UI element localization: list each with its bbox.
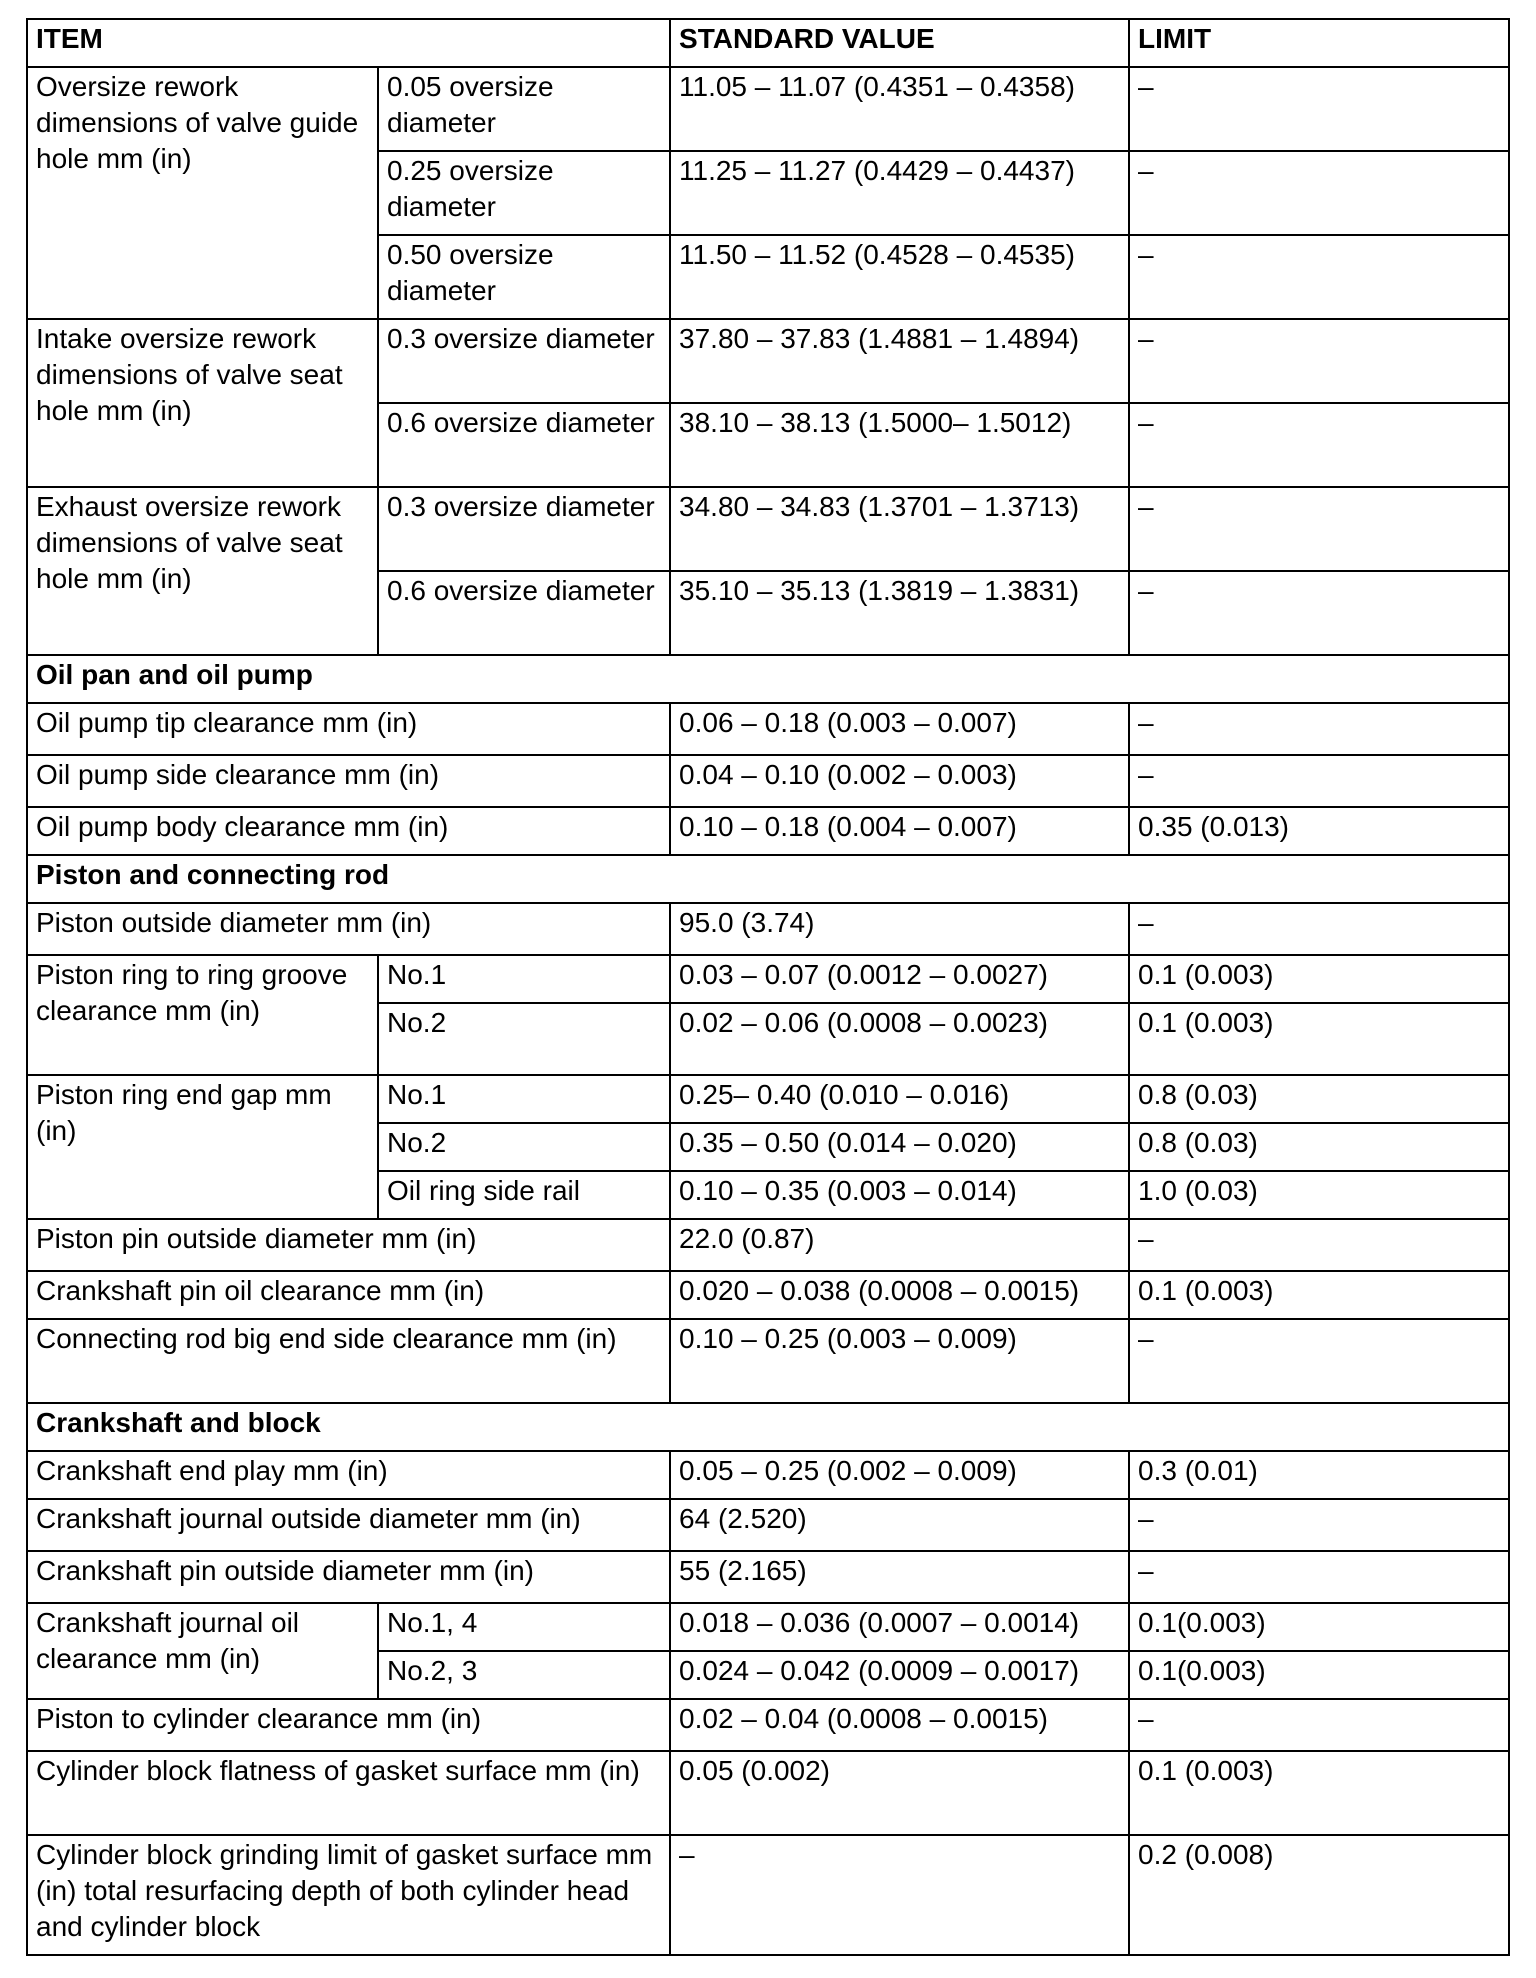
standard-value-cell: 38.10 – 38.13 (1.5000– 1.5012) (670, 403, 1129, 487)
limit-cell: – (1129, 1699, 1509, 1751)
limit-cell: 0.1 (0.003) (1129, 1751, 1509, 1835)
item-cell: Oil pump side clearance mm (in) (27, 755, 670, 807)
sub-item-cell: No.1 (378, 955, 670, 1003)
standard-value-cell: 0.02 – 0.06 (0.0008 – 0.0023) (670, 1003, 1129, 1075)
sub-item-cell: No.1, 4 (378, 1603, 670, 1651)
sub-item-cell: 0.50 oversize diameter (378, 235, 670, 319)
item-cell: Cylinder block flatness of gasket surface mm (in) (27, 1751, 670, 1835)
table-row (27, 1751, 1509, 1835)
table-row (27, 319, 1509, 403)
standard-value-cell: 0.10 – 0.25 (0.003 – 0.009) (670, 1319, 1129, 1403)
standard-value-cell: 0.020 – 0.038 (0.0008 – 0.0015) (670, 1271, 1129, 1319)
table-row (27, 487, 1509, 571)
standard-value-cell: – (670, 1835, 1129, 1955)
limit-cell: – (1129, 571, 1509, 655)
standard-value-cell: 0.02 – 0.04 (0.0008 – 0.0015) (670, 1699, 1129, 1751)
table-row (27, 1271, 1509, 1319)
sub-item-cell: 0.25 oversize diameter (378, 151, 670, 235)
sub-item-cell: No.2 (378, 1003, 670, 1075)
section-title: Crankshaft and block (27, 1403, 1509, 1451)
specification-table (26, 18, 1510, 1956)
limit-cell: – (1129, 703, 1509, 755)
limit-cell: – (1129, 319, 1509, 403)
header-standard-value: STANDARD VALUE (670, 19, 1129, 67)
table-row (27, 1319, 1509, 1403)
item-cell: Oil pump tip clearance mm (in) (27, 703, 670, 755)
table-row (27, 1219, 1509, 1271)
standard-value-cell: 0.35 – 0.50 (0.014 – 0.020) (670, 1123, 1129, 1171)
limit-cell: 0.1 (0.003) (1129, 1003, 1509, 1075)
specification-body (27, 67, 1509, 1955)
standard-value-cell: 11.25 – 11.27 (0.4429 – 0.4437) (670, 151, 1129, 235)
standard-value-cell: 11.05 – 11.07 (0.4351 – 0.4358) (670, 67, 1129, 151)
limit-cell: 0.1(0.003) (1129, 1603, 1509, 1651)
limit-cell: 0.3 (0.01) (1129, 1451, 1509, 1499)
standard-value-cell: 0.06 – 0.18 (0.003 – 0.007) (670, 703, 1129, 755)
table-row (27, 903, 1509, 955)
sub-item-cell: 0.3 oversize diameter (378, 319, 670, 403)
header-row (27, 19, 1509, 67)
standard-value-cell: 11.50 – 11.52 (0.4528 – 0.4535) (670, 235, 1129, 319)
table-row (27, 1075, 1509, 1123)
limit-cell: 0.8 (0.03) (1129, 1123, 1509, 1171)
standard-value-cell: 0.018 – 0.036 (0.0007 – 0.0014) (670, 1603, 1129, 1651)
table-row (27, 1499, 1509, 1551)
limit-cell: – (1129, 903, 1509, 955)
item-cell: Oversize rework dimensions of valve guide hole mm (in) (27, 67, 378, 319)
sub-item-cell: Oil ring side rail (378, 1171, 670, 1219)
item-cell: Connecting rod big end side clearance mm (in) (27, 1319, 670, 1403)
limit-cell: – (1129, 487, 1509, 571)
sub-item-cell: 0.6 oversize diameter (378, 403, 670, 487)
item-cell: Piston pin outside diameter mm (in) (27, 1219, 670, 1271)
section-row (27, 1403, 1509, 1451)
standard-value-cell: 55 (2.165) (670, 1551, 1129, 1603)
item-cell: Intake oversize rework dimensions of valve seat hole mm (in) (27, 319, 378, 487)
table-row (27, 1603, 1509, 1651)
table-row (27, 955, 1509, 1003)
sub-item-cell: 0.6 oversize diameter (378, 571, 670, 655)
table-row (27, 807, 1509, 855)
limit-cell: – (1129, 151, 1509, 235)
item-cell: Crankshaft journal outside diameter mm (in) (27, 1499, 670, 1551)
limit-cell: – (1129, 1219, 1509, 1271)
limit-cell: 0.35 (0.013) (1129, 807, 1509, 855)
section-title: Piston and connecting rod (27, 855, 1509, 903)
item-cell: Piston ring to ring groove clearance mm (in) (27, 955, 378, 1075)
standard-value-cell: 0.05 (0.002) (670, 1751, 1129, 1835)
item-cell: Piston ring end gap mm (in) (27, 1075, 378, 1219)
section-title: Oil pan and oil pump (27, 655, 1509, 703)
limit-cell: – (1129, 1499, 1509, 1551)
table-row (27, 67, 1509, 151)
item-cell: Oil pump body clearance mm (in) (27, 807, 670, 855)
sub-item-cell: No.2, 3 (378, 1651, 670, 1699)
table-row (27, 1451, 1509, 1499)
table-row (27, 755, 1509, 807)
sub-item-cell: No.1 (378, 1075, 670, 1123)
standard-value-cell: 0.10 – 0.18 (0.004 – 0.007) (670, 807, 1129, 855)
limit-cell: 0.1 (0.003) (1129, 1271, 1509, 1319)
limit-cell: – (1129, 67, 1509, 151)
standard-value-cell: 0.04 – 0.10 (0.002 – 0.003) (670, 755, 1129, 807)
limit-cell: – (1129, 1319, 1509, 1403)
table-row (27, 703, 1509, 755)
limit-cell: – (1129, 403, 1509, 487)
item-cell: Cylinder block grinding limit of gasket surface mm (in) total resurfacing depth of both cylinder head and cylinder block (27, 1835, 670, 1955)
item-cell: Exhaust oversize rework dimensions of valve seat hole mm (in) (27, 487, 378, 655)
header-item: ITEM (27, 19, 670, 67)
item-cell: Piston outside diameter mm (in) (27, 903, 670, 955)
standard-value-cell: 0.05 – 0.25 (0.002 – 0.009) (670, 1451, 1129, 1499)
sub-item-cell: No.2 (378, 1123, 670, 1171)
item-cell: Crankshaft pin oil clearance mm (in) (27, 1271, 670, 1319)
table-row (27, 1835, 1509, 1955)
standard-value-cell: 34.80 – 34.83 (1.3701 – 1.3713) (670, 487, 1129, 571)
section-row (27, 655, 1509, 703)
limit-cell: 0.8 (0.03) (1129, 1075, 1509, 1123)
table-row (27, 1699, 1509, 1751)
item-cell: Crankshaft journal oil clearance mm (in) (27, 1603, 378, 1699)
standard-value-cell: 37.80 – 37.83 (1.4881 – 1.4894) (670, 319, 1129, 403)
limit-cell: – (1129, 1551, 1509, 1603)
standard-value-cell: 22.0 (0.87) (670, 1219, 1129, 1271)
table-row (27, 1551, 1509, 1603)
standard-value-cell: 64 (2.520) (670, 1499, 1129, 1551)
sub-item-cell: 0.05 oversize diameter (378, 67, 670, 151)
header-limit: LIMIT (1129, 19, 1509, 67)
sub-item-cell: 0.3 oversize diameter (378, 487, 670, 571)
standard-value-cell: 0.10 – 0.35 (0.003 – 0.014) (670, 1171, 1129, 1219)
item-cell: Piston to cylinder clearance mm (in) (27, 1699, 670, 1751)
standard-value-cell: 35.10 – 35.13 (1.3819 – 1.3831) (670, 571, 1129, 655)
limit-cell: 0.2 (0.008) (1129, 1835, 1509, 1955)
standard-value-cell: 95.0 (3.74) (670, 903, 1129, 955)
item-cell: Crankshaft end play mm (in) (27, 1451, 670, 1499)
limit-cell: – (1129, 755, 1509, 807)
limit-cell: 1.0 (0.03) (1129, 1171, 1509, 1219)
standard-value-cell: 0.25– 0.40 (0.010 – 0.016) (670, 1075, 1129, 1123)
limit-cell: – (1129, 235, 1509, 319)
section-row (27, 855, 1509, 903)
limit-cell: 0.1 (0.003) (1129, 955, 1509, 1003)
standard-value-cell: 0.024 – 0.042 (0.0009 – 0.0017) (670, 1651, 1129, 1699)
standard-value-cell: 0.03 – 0.07 (0.0012 – 0.0027) (670, 955, 1129, 1003)
limit-cell: 0.1(0.003) (1129, 1651, 1509, 1699)
item-cell: Crankshaft pin outside diameter mm (in) (27, 1551, 670, 1603)
